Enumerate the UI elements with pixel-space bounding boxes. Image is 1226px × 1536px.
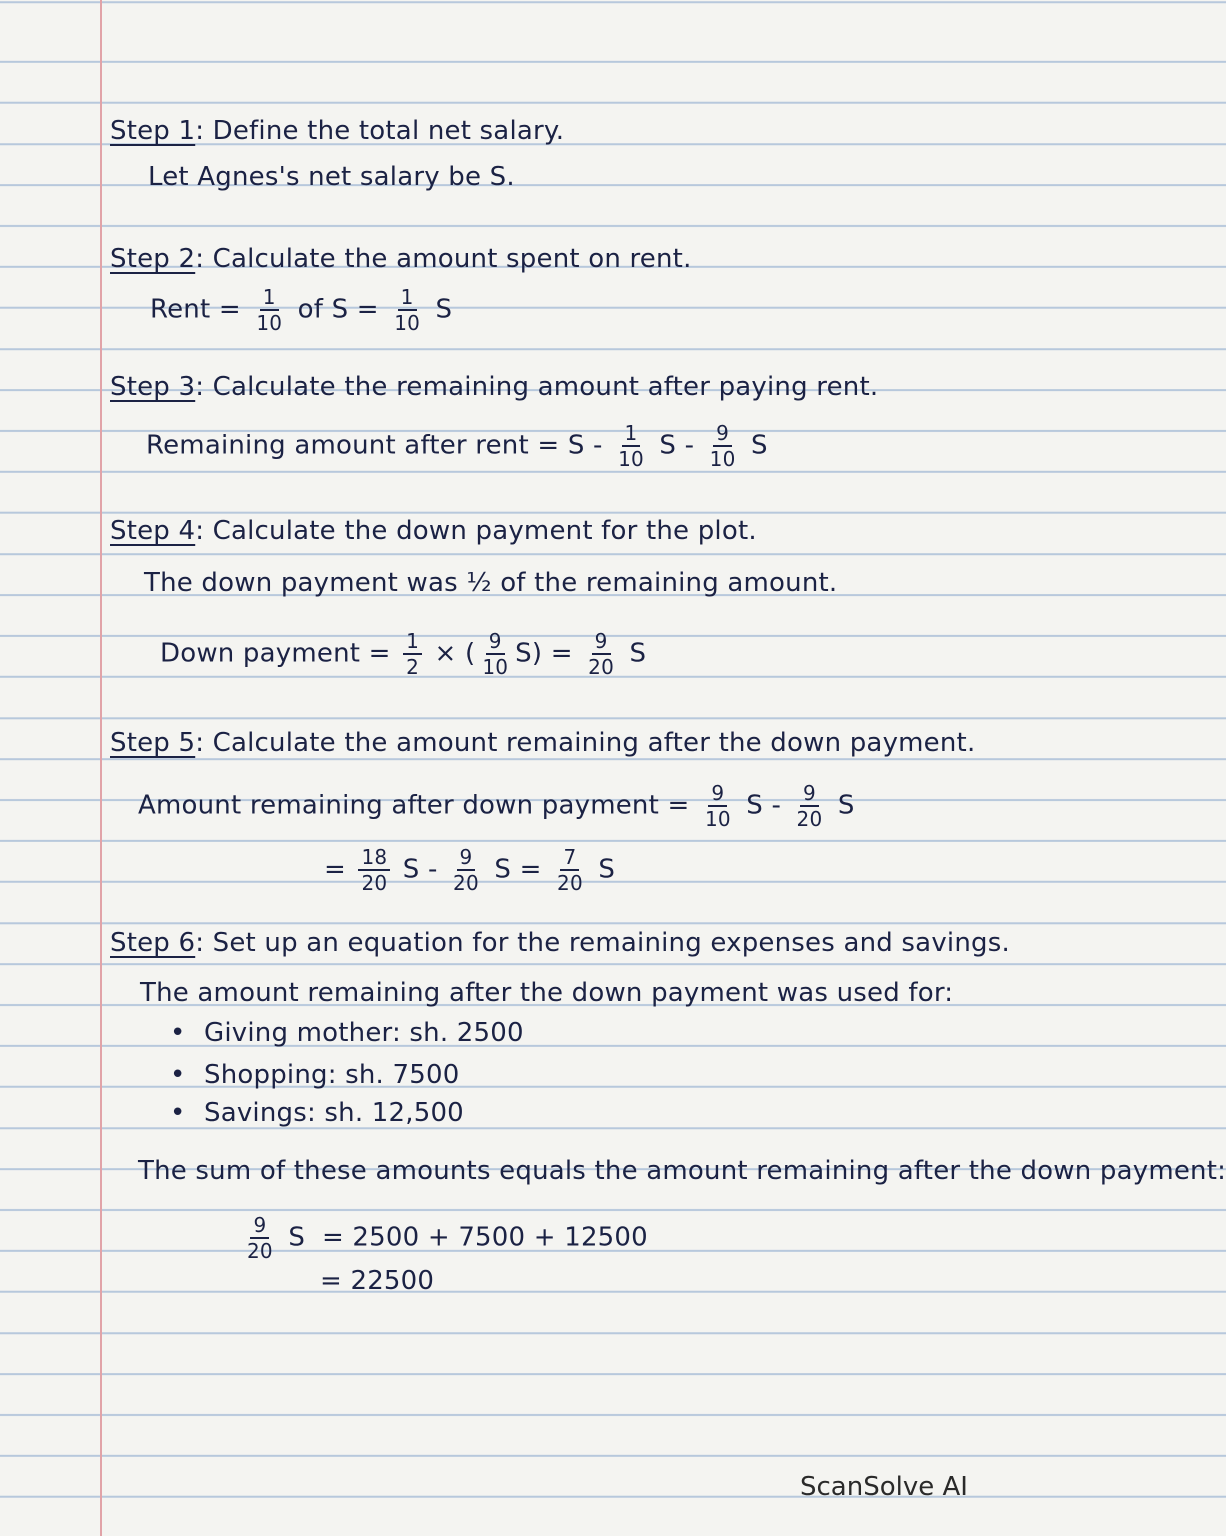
fraction: $\frac{9}{10}$ <box>704 781 731 831</box>
fraction: $\frac{9}{10}$ <box>709 421 736 471</box>
fraction: $\frac{1}{10}$ <box>618 421 644 471</box>
step-2-heading: Step 2: Calculate the amount spent on rent. <box>110 244 692 274</box>
bullet-icon: • <box>170 1060 186 1090</box>
step-1-line: Let Agnes's net salary be S. <box>148 162 515 192</box>
step-6-intro: The amount remaining after the down payment was used for: <box>140 978 954 1008</box>
fraction: $\frac{9}{20}$ <box>247 1213 273 1263</box>
final-result: = 22500 <box>320 1266 435 1296</box>
list-item: • Giving mother: sh. 2500 <box>170 1018 524 1048</box>
fraction: $\frac{9}{20}$ <box>796 781 823 831</box>
step-1-heading: Step 1: Define the total net salary. <box>110 116 565 146</box>
final-equation: $\frac{9}{20}$ S = 2500 + 7500 + 12500 <box>240 1214 648 1262</box>
remaining-equation: Remaining amount after rent = S - $\frac{1}{10}$ S - $\frac{9}{10}$ S <box>146 421 768 471</box>
brand-watermark: ScanSolve AI <box>800 1472 968 1502</box>
list-item: • Shopping: sh. 7500 <box>170 1060 460 1090</box>
step-5-heading: Step 5: Calculate the amount remaining after the down payment. <box>110 728 976 758</box>
step-6-heading: Step 6: Set up an equation for the remaining expenses and savings. <box>110 928 1010 958</box>
amount-remaining-equation: Amount remaining after down payment = $\frac{9}{10}$ S - $\frac{9}{20}$ S <box>138 781 855 831</box>
fraction: $\frac{9}{20}$ <box>453 845 479 895</box>
notebook-margin-line <box>100 0 102 1536</box>
bullet-icon: • <box>170 1098 186 1128</box>
fraction: $\frac{9}{20}$ <box>588 629 615 679</box>
sum-line: The sum of these amounts equals the amount remaining after the down payment: <box>138 1156 1226 1186</box>
fraction: $\frac{9}{10}$ <box>482 629 509 679</box>
fraction: $\frac{1}{10}$ <box>394 285 421 335</box>
list-item: • Savings: sh. 12,500 <box>170 1098 464 1128</box>
step-3-heading: Step 3: Calculate the remaining amount after paying rent. <box>110 372 879 402</box>
fraction: $\frac{1}{10}$ <box>256 285 283 335</box>
fraction: $\frac{18}{20}$ <box>358 846 390 894</box>
rent-equation: Rent = $\frac{1}{10}$ of S = $\frac{1}{10}$ S <box>150 285 453 335</box>
fraction: $\frac{7}{20}$ <box>557 845 583 895</box>
fraction: $\frac{1}{2}$ <box>403 630 422 678</box>
step-4-line: The down payment was ½ of the remaining amount. <box>144 568 838 598</box>
down-payment-equation: Down payment = $\frac{1}{2}$ × ( $\frac{9}{10}$ S) = $\frac{9}{20}$ S <box>160 629 647 679</box>
bullet-icon: • <box>170 1018 186 1048</box>
step-4-heading: Step 4: Calculate the down payment for the plot. <box>110 516 757 546</box>
amount-remaining-simplified: = $\frac{18}{20}$ S - $\frac{9}{20}$ S = $\frac{7}{20}$ S <box>324 845 616 895</box>
